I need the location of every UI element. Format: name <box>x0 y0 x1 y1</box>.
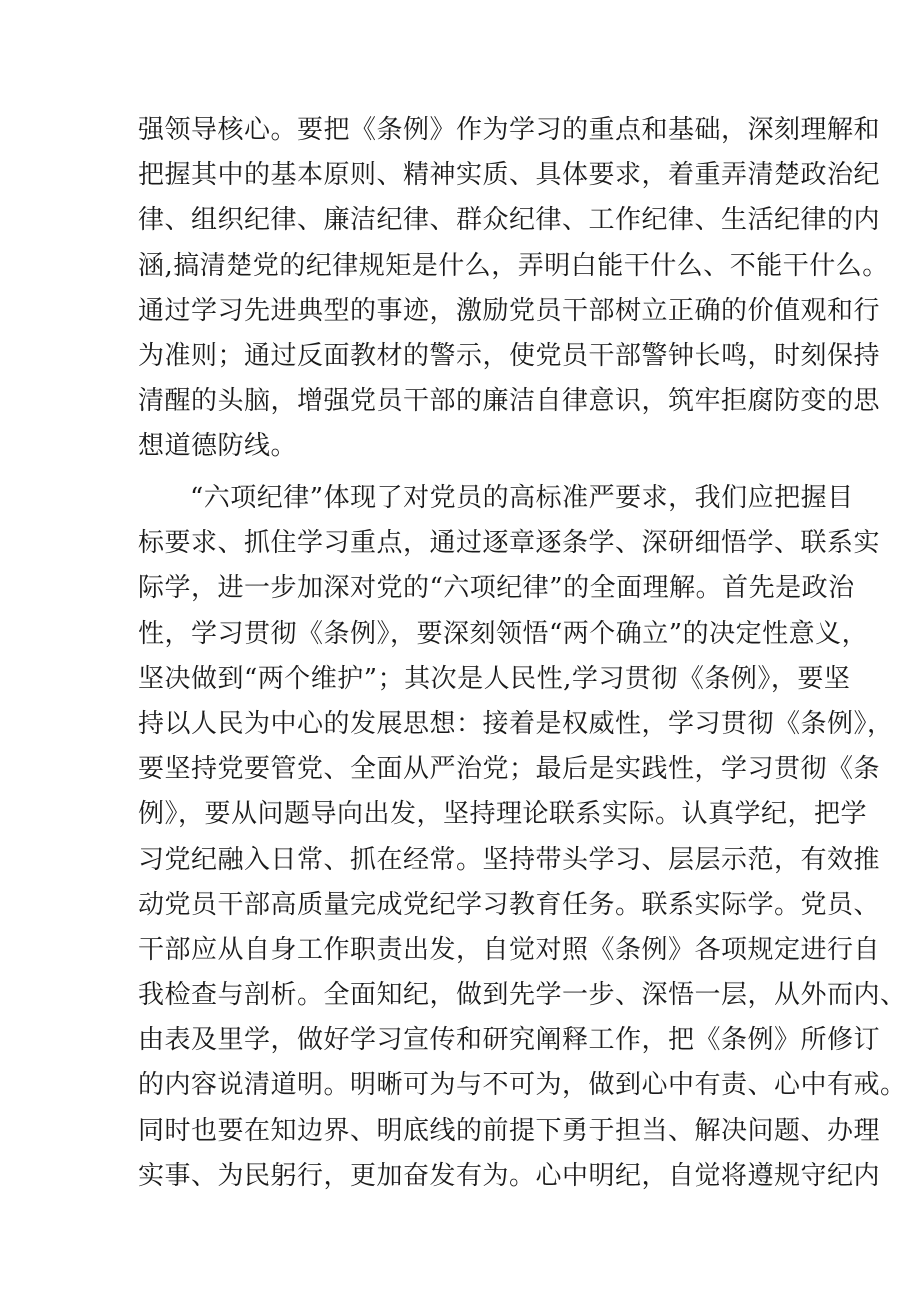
text-line: 通过学习先进典型的事迹，激励党员干部树立正确的价值观和行 <box>138 295 881 326</box>
text-line: 干部应从自身工作职责出发，自觉对照《条例》各项规定进行自 <box>138 934 881 965</box>
text-line: 例》，要从问题导向出发，坚持理论联系实际。认真学纪，把学 <box>138 799 868 830</box>
text-line: 为准则；通过反面教材的警示，使党员干部警钟长鸣，时刻保持 <box>138 340 881 371</box>
text-line-first: “六项纪律”体现了对党员的高标准严要求，我们应把握目 <box>190 483 854 513</box>
text-line: 性，学习贯彻《条例》，要深刻领悟“两个确立”的决定性意义， <box>138 618 869 649</box>
text-line: 把握其中的基本原则、精神实质、具体要求，着重弄清楚政治纪 <box>138 160 881 191</box>
text-line: 的内容说清道明。明晰可为与不可为，做到心中有责、心中有戒。 <box>138 1070 907 1101</box>
text-line: 清醒的头脑，增强党员干部的廉洁自律意识，筑牢拒腐防变的思 <box>138 386 881 417</box>
text-line: 要坚持党要管党、全面从严治党；最后是实践性，学习贯彻《条 <box>138 754 881 785</box>
text-line: 想道德防线。 <box>138 431 298 462</box>
text-line: 律、组织纪律、廉洁纪律、群众纪律、工作纪律、生活纪律的内 <box>138 205 881 236</box>
text-line: 实事、为民躬行，更加奋发有为。心中明纪，自觉将遵规守纪内 <box>138 1160 881 1191</box>
text-line: 动党员干部高质量完成党纪学习教育任务。联系实际学。党员、 <box>138 889 881 920</box>
text-line: 标要求、抓住学习重点，通过逐章逐条学、深研细悟学、联系实 <box>138 528 881 559</box>
paragraph-2 <box>138 476 907 1199</box>
text-line: 我检查与剖析。全面知纪，做到先学一步、深悟一层，从外而内、 <box>138 980 907 1011</box>
text-line: 强领导核心。要把《条例》作为学习的重点和基础，深刻理解和 <box>138 115 881 145</box>
text-line: 由表及里学，做好学习宣传和研究阐释工作，把《条例》所修订 <box>138 1025 881 1056</box>
text-line: 习党纪融入日常、抓在经常。坚持带头学习、层层示范，有效推 <box>138 844 881 875</box>
text-line: 坚决做到“两个维护”；其次是人民性,学习贯彻《条例》，要坚 <box>138 663 851 694</box>
text-line: 际学，进一步加深对党的“六项纪律”的全面理解。首先是政治 <box>138 573 855 604</box>
text-line: 涵,搞清楚党的纪律规矩是什么，弄明白能干什么、不能干什么。 <box>138 250 889 281</box>
paragraph-1 <box>138 108 889 470</box>
text-line: 同时也要在知边界、明底线的前提下勇于担当、解决问题、办理 <box>138 1115 881 1146</box>
text-line: 持以人民为中心的发展思想：接着是权威性，学习贯彻《条例》， <box>138 708 894 739</box>
